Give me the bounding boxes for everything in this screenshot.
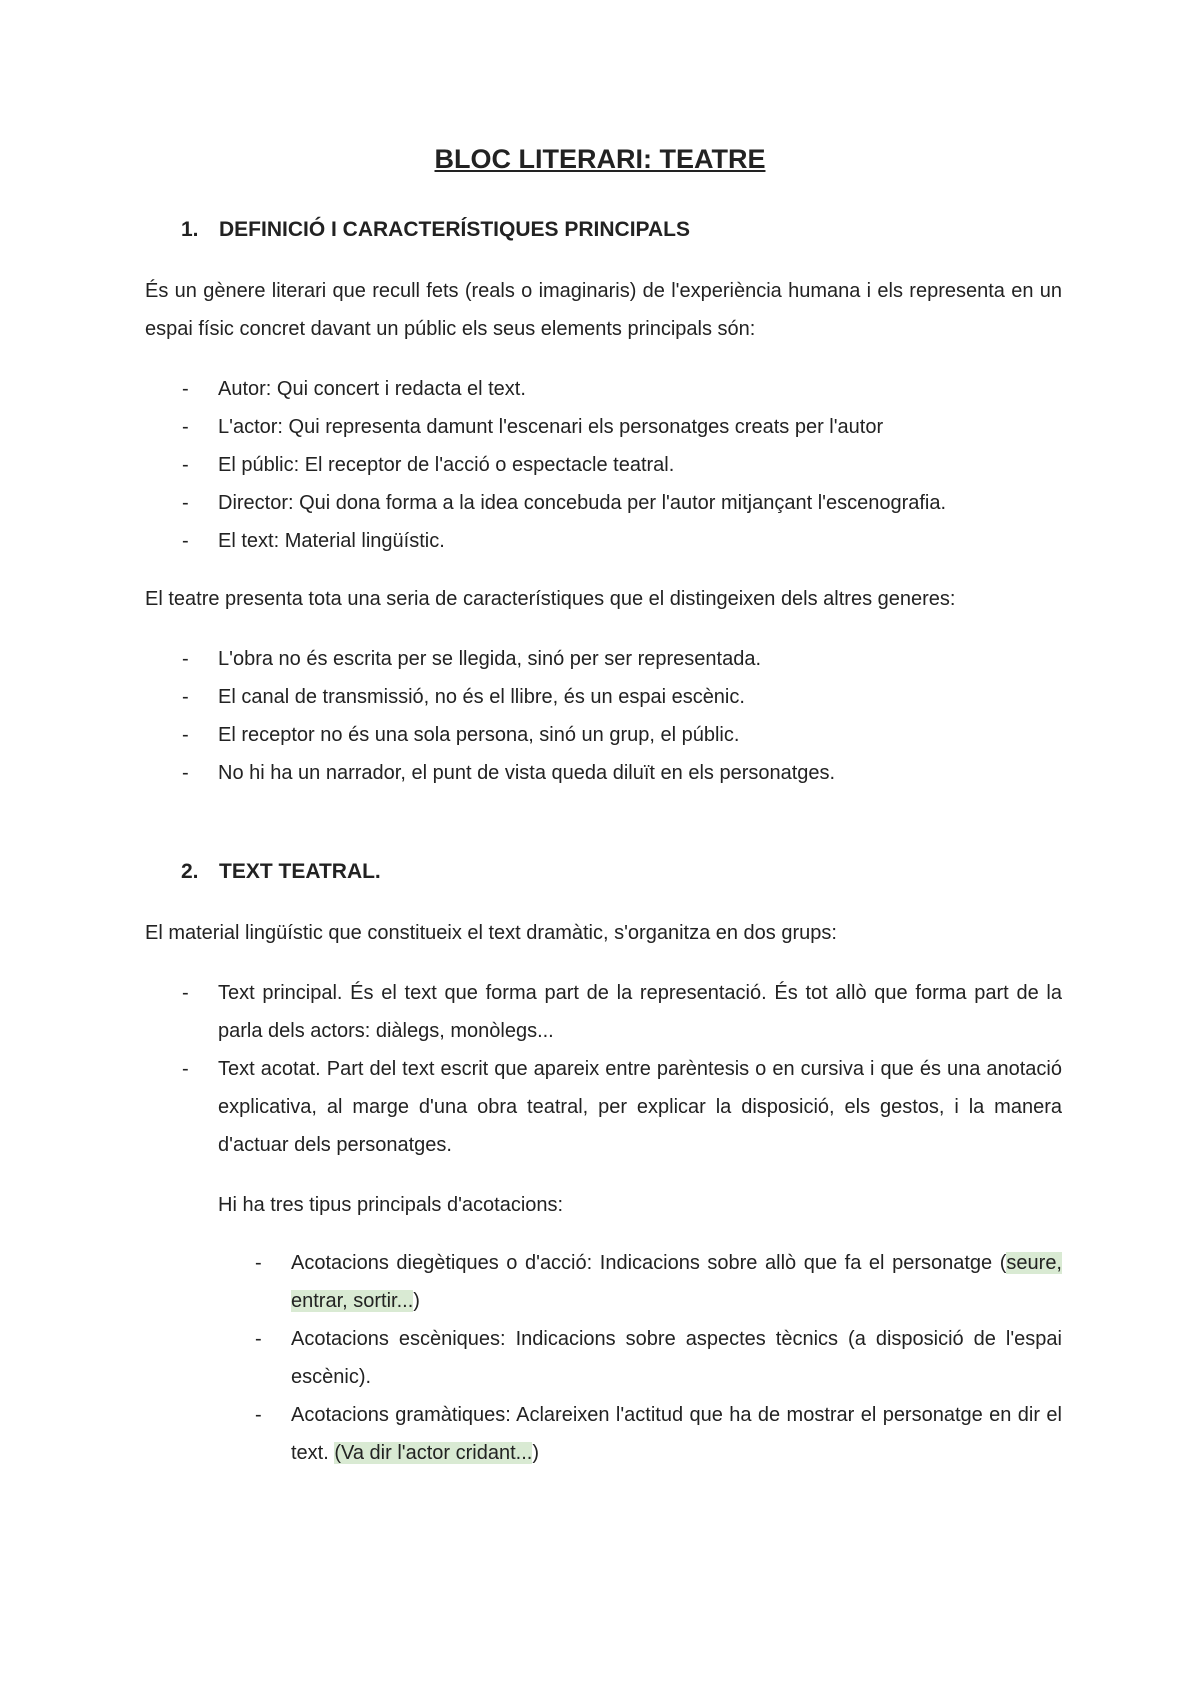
list-item-text: El canal de transmissió, no és el llibre, és un espai escènic.	[218, 686, 745, 708]
dash-bullet: -	[182, 492, 189, 514]
list-item	[255, 1396, 1062, 1472]
section-title: TEXT TEATRAL.	[219, 860, 381, 883]
dash-bullet: -	[182, 530, 189, 552]
list-item	[255, 1244, 1062, 1320]
list-item-text: L'actor: Qui representa damunt l'escenari els personatges creats per l'autor	[218, 416, 884, 438]
page-title: BLOC LITERARI: TEATRE	[434, 144, 766, 174]
section-number: 1.	[181, 218, 199, 241]
paragraph: El material lingüístic que constitueix el text dramàtic, s'organitza en dos grups:	[145, 922, 837, 944]
list-item	[182, 640, 1062, 678]
highlighted-example: seure, entrar, sortir...	[291, 1252, 1062, 1312]
dash-bullet: -	[182, 1058, 189, 1080]
list-item	[182, 754, 1062, 792]
list-item-text: No hi ha un narrador, el punt de vista queda diluït en els personatges.	[218, 762, 836, 784]
list-item	[182, 974, 1062, 1050]
characteristics-list	[182, 640, 1062, 792]
list-item	[182, 522, 1062, 560]
dash-bullet: -	[182, 982, 189, 1004]
dash-bullet: -	[182, 724, 189, 746]
list-item-tail: )	[413, 1290, 420, 1312]
groups-list	[182, 974, 1062, 1164]
list-item	[182, 678, 1062, 716]
list-item-text: El receptor no és una sola persona, sinó un grup, el públic.	[218, 724, 740, 746]
list-item-text: Acotacions gramàtiques: Aclareixen l'actitud que ha de mostrar el personatge en dir el text.	[291, 1404, 1062, 1464]
dash-bullet: -	[255, 1328, 262, 1350]
paragraph: Hi ha tres tipus principals d'acotacions:	[218, 1194, 564, 1216]
list-item-text: Text principal. És el text que forma part de la representació. És tot allò que forma part de la parla dels actors: diàlegs, monòlegs...	[218, 982, 1062, 1042]
dash-bullet: -	[182, 686, 189, 708]
elements-list	[182, 370, 1062, 560]
dash-bullet: -	[182, 454, 189, 476]
paragraph: El teatre presenta tota una seria de característiques que el distingeixen dels altres generes:	[145, 588, 956, 610]
section-title: DEFINICIÓ I CARACTERÍSTIQUES PRINCIPALS	[219, 218, 690, 241]
dash-bullet: -	[182, 762, 189, 784]
list-item	[182, 408, 1062, 446]
list-item-text: Autor: Qui concert i redacta el text.	[218, 378, 526, 400]
section-number: 2.	[181, 860, 199, 883]
paragraph: És un gènere literari que recull fets (reals o imaginaris) de l'experiència humana i els representa en un espai físic concret davant un públic els seus elements principals són:	[145, 280, 1062, 340]
dash-bullet: -	[255, 1252, 262, 1274]
dash-bullet: -	[182, 648, 189, 670]
list-item-text: El text: Material lingüístic.	[218, 530, 445, 552]
list-item	[182, 484, 1062, 522]
list-item	[182, 446, 1062, 484]
list-item-text: Text acotat. Part del text escrit que apareix entre parèntesis o en cursiva i que és una anotació explicativa, al marge d'una obra teatral, per explicar la disposició, els gestos, i la manera d'actuar dels personatges.	[218, 1058, 1062, 1156]
dash-bullet: -	[255, 1404, 262, 1426]
list-item	[182, 1050, 1062, 1164]
section-heading-1	[181, 218, 690, 242]
list-item-text: El públic: El receptor de l'acció o espectacle teatral.	[218, 454, 675, 476]
acotacions-types-list	[255, 1244, 1062, 1472]
list-item-tail: )	[532, 1442, 539, 1464]
list-item-text: Acotacions escèniques: Indicacions sobre aspectes tècnics (a disposició de l'espai escènic).	[291, 1328, 1062, 1388]
dash-bullet: -	[182, 416, 189, 438]
list-item	[182, 716, 1062, 754]
section-heading-2	[181, 860, 381, 884]
list-item	[182, 370, 1062, 408]
list-item-text: L'obra no és escrita per se llegida, sinó per ser representada.	[218, 648, 762, 670]
list-item	[255, 1320, 1062, 1396]
list-item-text: Acotacions diegètiques o d'acció: Indicacions sobre allò que fa el personatge (	[291, 1252, 1007, 1274]
list-item-text: Director: Qui dona forma a la idea concebuda per l'autor mitjançant l'escenografia.	[218, 492, 947, 514]
highlighted-example: (Va dir l'actor cridant...	[334, 1442, 533, 1464]
dash-bullet: -	[182, 378, 189, 400]
